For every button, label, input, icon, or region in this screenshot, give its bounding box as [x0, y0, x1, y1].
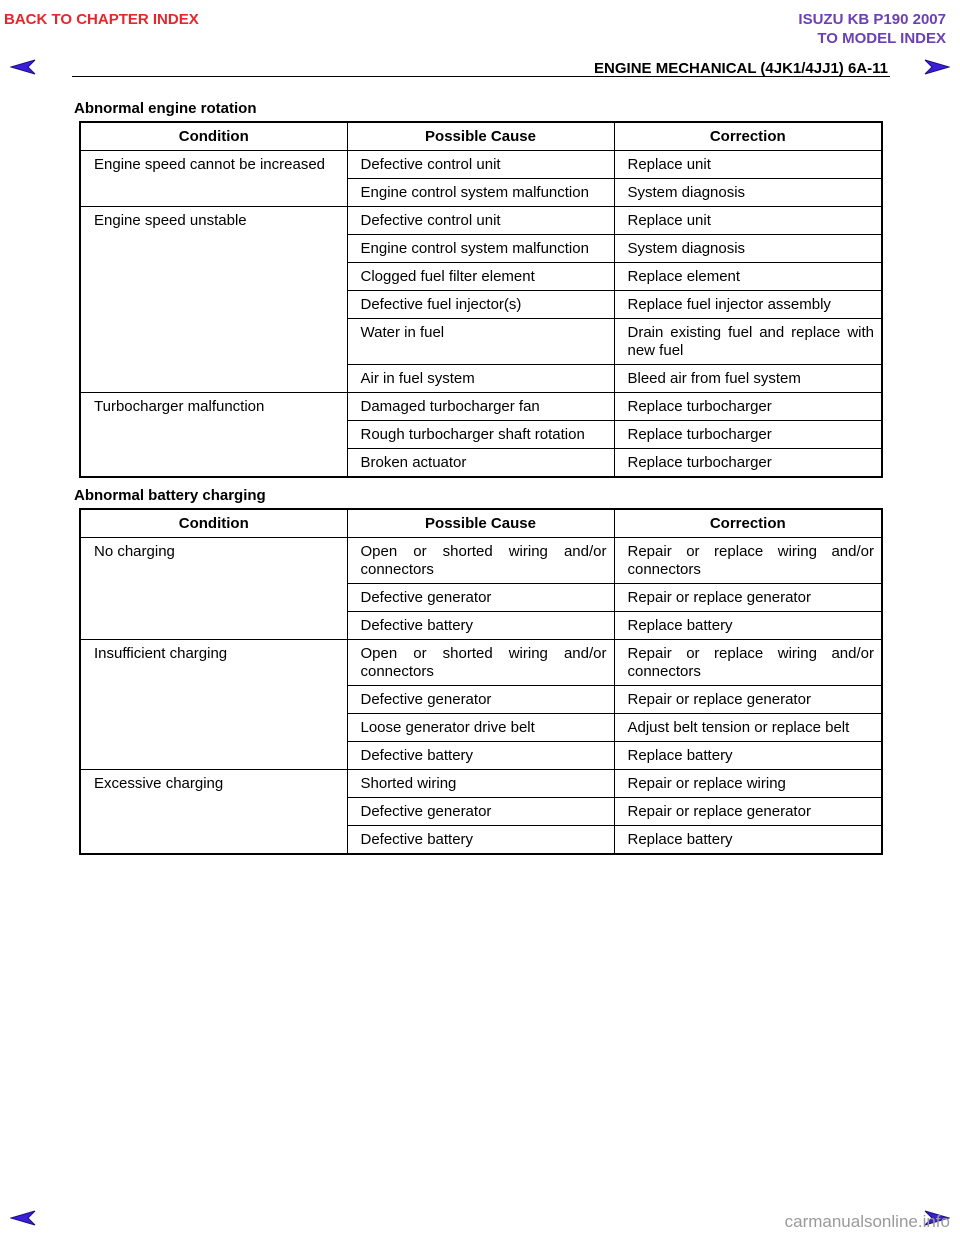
- correction-cell: Replace unit: [614, 151, 882, 179]
- column-header-possible-cause: Possible Cause: [347, 122, 614, 151]
- correction-cell: Replace battery: [614, 826, 882, 855]
- correction-cell: Bleed air from fuel system: [614, 365, 882, 393]
- table-row: [80, 640, 882, 686]
- correction-cell: Repair or replace wiring and/or connectors: [614, 538, 882, 584]
- engine-rotation-table: [79, 121, 883, 478]
- cause-cell: Shorted wiring: [347, 770, 614, 798]
- correction-cell: Repair or replace generator: [614, 686, 882, 714]
- back-to-chapter-index-link[interactable]: BACK TO CHAPTER INDEX: [4, 11, 199, 28]
- cause-cell: Defective generator: [347, 686, 614, 714]
- correction-cell: Replace turbocharger: [614, 393, 882, 421]
- next-page-arrow-icon[interactable]: [924, 59, 950, 75]
- column-header-correction: Correction: [614, 122, 882, 151]
- cause-cell: Loose generator drive belt: [347, 714, 614, 742]
- correction-cell: Repair or replace wiring: [614, 770, 882, 798]
- cause-cell: Open or shorted wiring and/or connectors: [347, 538, 614, 584]
- cause-cell: Engine control system malfunction: [347, 179, 614, 207]
- cause-cell: Defective battery: [347, 826, 614, 855]
- correction-cell: Replace element: [614, 263, 882, 291]
- cause-cell: Rough turbocharger shaft rotation: [347, 421, 614, 449]
- prev-page-arrow-icon[interactable]: [10, 59, 36, 75]
- battery-charging-table: [79, 508, 883, 855]
- prev-page-arrow-icon[interactable]: [10, 1210, 36, 1226]
- to-model-index-link[interactable]: TO MODEL INDEX: [817, 30, 946, 47]
- correction-cell: Replace unit: [614, 207, 882, 235]
- cause-cell: Broken actuator: [347, 449, 614, 478]
- condition-cell: No charging: [80, 538, 347, 640]
- correction-cell: Replace turbocharger: [614, 421, 882, 449]
- cause-cell: Defective control unit: [347, 207, 614, 235]
- correction-cell: System diagnosis: [614, 235, 882, 263]
- column-header-possible-cause: Possible Cause: [347, 509, 614, 538]
- table-row: [80, 207, 882, 235]
- cause-cell: Defective control unit: [347, 151, 614, 179]
- correction-cell: System diagnosis: [614, 179, 882, 207]
- column-header-condition: Condition: [80, 122, 347, 151]
- correction-cell: Replace battery: [614, 612, 882, 640]
- condition-cell: Excessive charging: [80, 770, 347, 855]
- cause-cell: Water in fuel: [347, 319, 614, 365]
- cause-cell: Defective generator: [347, 798, 614, 826]
- condition-cell: Insufficient charging: [80, 640, 347, 770]
- model-title-link[interactable]: ISUZU KB P190 2007: [798, 11, 946, 28]
- section-title-engine-rotation: Abnormal engine rotation: [74, 100, 257, 117]
- cause-cell: Engine control system malfunction: [347, 235, 614, 263]
- column-header-condition: Condition: [80, 509, 347, 538]
- cause-cell: Defective generator: [347, 584, 614, 612]
- table-row: [80, 151, 882, 179]
- watermark: carmanualsonline.info: [784, 1212, 950, 1231]
- correction-cell: Replace fuel injector assembly: [614, 291, 882, 319]
- cause-cell: Clogged fuel filter element: [347, 263, 614, 291]
- column-header-correction: Correction: [614, 509, 882, 538]
- correction-cell: Adjust belt tension or replace belt: [614, 714, 882, 742]
- table-row: [80, 770, 882, 798]
- correction-cell: Repair or replace wiring and/or connectors: [614, 640, 882, 686]
- correction-cell: Repair or replace generator: [614, 584, 882, 612]
- cause-cell: Defective battery: [347, 742, 614, 770]
- condition-cell: Engine speed cannot be increased: [80, 151, 347, 207]
- correction-cell: Repair or replace generator: [614, 798, 882, 826]
- condition-cell: Turbocharger malfunction: [80, 393, 347, 478]
- table-row: [80, 393, 882, 421]
- correction-cell: Drain existing fuel and replace with new fuel: [614, 319, 882, 365]
- table-header-row: [80, 122, 882, 151]
- table-header-row: [80, 509, 882, 538]
- cause-cell: Damaged turbocharger fan: [347, 393, 614, 421]
- cause-cell: Air in fuel system: [347, 365, 614, 393]
- correction-cell: Replace battery: [614, 742, 882, 770]
- cause-cell: Open or shorted wiring and/or connectors: [347, 640, 614, 686]
- cause-cell: Defective fuel injector(s): [347, 291, 614, 319]
- table-row: [80, 538, 882, 584]
- correction-cell: Replace turbocharger: [614, 449, 882, 478]
- condition-cell: Engine speed unstable: [80, 207, 347, 393]
- running-head: ENGINE MECHANICAL (4JK1/4JJ1) 6A-11: [594, 60, 888, 77]
- section-title-battery-charging: Abnormal battery charging: [74, 487, 266, 504]
- header-rule: [72, 76, 890, 77]
- cause-cell: Defective battery: [347, 612, 614, 640]
